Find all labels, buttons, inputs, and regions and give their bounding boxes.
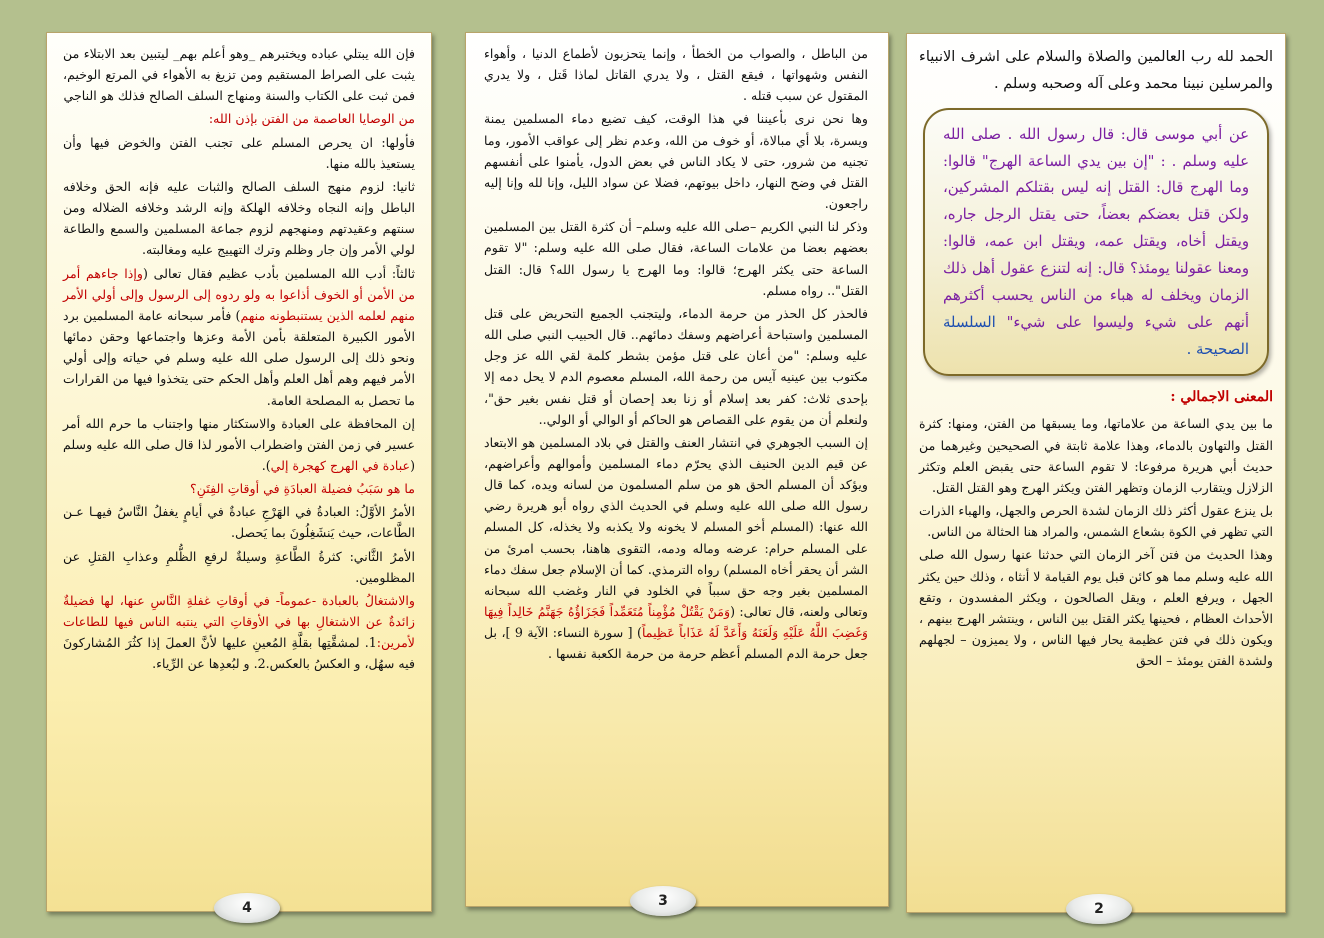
p2-paragraph-1: ما بين يدي الساعة من علاماتها، وما يسبقها من الفتن، ومنها: كثرة القتل والتهاون بالدماء، وهذا علامة ثابتة في الصحيحين وغيرهما من حديث أبي هريرة مرفوعا: لا تقوم الساعة حتى يقبض العلم وتكثر الزلازل ويتقارب الزمان وتظهر الفتن ويكثر الهرج وهو القتل القتل. (919, 416, 1273, 495)
p4-paragraph-second: ثانيا: لزوم منهج السلف الصالح والثبات عليه فإنه الحق وخلافه الباطل وإنه النجاه وخلافه الهلكة وإنه الرشد وخلافه الضلاله ومن سنتهم وعقيدتهم ومنهجهم لزوم جماعة المسلمين والسمع والطاعة لولي الأمر وإن جار وظلم وترك التهييج عليه ومغالبته. (63, 178, 415, 258)
p3-quran-quote: وَمَنْ يَقْتُلْ مُؤْمِناً مُتَعَمِّداً فَجَزَاؤُهُ جَهَنَّمُ خَالِداً فِيهَا وَغَضِبَ اللَّهُ عَلَيْهِ وَلَعَنَهُ وَأَعَدَّ لَهُ عَذَاباً عَظِيماً (484, 604, 868, 641)
p4-paragraph-third (63, 263, 415, 411)
hadith-box (923, 108, 1269, 376)
p4-paragraph-reason-2: الأمرُ الثَّاني: كثرةُ الطَّاعةِ وسيلةٌ لرفعِ الظُّلمِ وعذابِ القتلِ عن المظلومين. (63, 548, 415, 585)
p2-intro: الحمد لله رب العالمين والصلاة والسلام على اشرف الانبياء والمرسلين نبينا محمد وعلى آله وصحبه وسلم . (919, 49, 1273, 92)
p4-paragraph-first: فأولها: ان يحرص المسلم على تجنب الفتن والخوض فيها وأن يستعيذ بالله منها. (63, 134, 415, 171)
p3-paragraph-3: وذكر لنا النبي الكريم –صلى الله عليه وسلم– أن كثرة القتل بين المسلمين بعضهم بعضا من علامات الساعة، فقال صلى الله عليه وسلم: "لا تقوم الساعة حتى يكثر الهرج؛ قالوا: وما الهرج يا رسول الله؟ قال: القتل القتل".. رواه مسلم. (484, 219, 868, 298)
p4-para4-prefix: ثالثاً: أدب الله المسلمين بأدب عظيم فقال تعالى ( (143, 265, 415, 281)
page-3-panel (465, 32, 889, 907)
p4-para5-prefix: إن المحافظة على العبادة والاستكثار منها واجتناب ما حرم الله أمر عسير في زمن الفتن واضطراب الأمور لذا قال صلى الله عليه وسلم ( (63, 415, 415, 473)
p3-paragraph-4: فالحذر كل الحذر من حرمة الدماء، وليتجنب الجميع التحريض على قتل المسلمين واستباحة أعراضهم وسفك دمائهم.. قال الحبيب النبي صلى الله عليه وسلم: "من أعان على قتل مؤمن بشطر كلمة لقي الله عز وجل مكتوب بين عينيه آيس من رحمة الله، المسلم معصوم الدم لا يحل دمه إلا بإحدى ثلاث: كفر بعد إسلام أو زنا بعد إحصان أو قتل نفس بغير حق"، ولنعلم أن من يقوم على القصاص هو الحاكم أو الوالي أو الولي.. (484, 305, 868, 427)
page-2-panel (906, 33, 1286, 913)
p4-paragraph-intro: فإن الله يبتلي عباده ويختبرهم _وهو أعلم بهم_ ليتبين بعد الابتلاء من يثبت على الصراط المستقيم ومن تزيغ به الأهواء في المرتع الوخيم، فمن ثبت على الكتاب والسنة ومنهاج السلف الصالح فذلك هو الناجي (63, 46, 415, 104)
p2-paragraph-2: بل ينزع عقول أكثر ذلك الزمان لشدة الحرص والجهل، والهباء الذرات التي تظهر في الكوة بشعاع الشمس، والمراد هنا الحثالة من الناس. (919, 503, 1273, 540)
page-number-3: 3 (630, 886, 696, 916)
p4-paragraph-worship (63, 413, 415, 476)
page-number-4: 4 (214, 893, 280, 923)
page-4-panel (46, 32, 432, 912)
p4-paragraph-conclusion (63, 590, 415, 675)
p2-paragraph-3: وهذا الحديث من فتن آخر الزمان التي حدثنا عنها رسول الله صلى الله عليه وسلم مما هو كائن قبل يوم القيامة لا أنثاه ، وذلك حين يكثر الجهل ، ويرفع العلم ، ويقل الصالحون ، ويكثر المفسدون ، وتقع الأحداث العظام ، فحينها يكثر القتل بين الناس ، وينتشر الهرج بينهم ، ويكون ذلك في فتن عظيمة يحار فيها الناس ، ولا يميزون – لجهلهم ولشدة الفتن يومئذ – الحق (919, 547, 1273, 669)
page-number-2: 2 (1066, 894, 1132, 924)
p4-quran-quote: وإذا جاءهم أمر من الأمن أو الخوف أذاعوا به ولو ردوه إلى الرسول وإلى أولي الأمر منهم لعلمه الذين يستنبطونه منهم (63, 265, 415, 323)
p3-paragraph-1: من الباطل ، والصواب من الخطأ ، وإنما يتحزبون لأطماع الدنيا ، وأهواء النفس وشهواتها ، فيقع القتل ، ولا يدري القاتل لماذا قَتل ، ولا يدري المقتول عن سبب قتله . (484, 46, 868, 104)
p4-conclusion-tail: 1. لمشقَّتِها بقلَّةِ المُعينِ عليها لأنَّ العملَ إذا كثُرَ المُشاركونَ فيه سهُل، و العكسُ بالعكس.2. و لبُعدِها عن الرِّياء. (63, 635, 415, 672)
p4-hadith-quote: عبادة في الهرج كهجرة إلي (270, 457, 411, 473)
p3-paragraph-2: وها نحن نرى بأعيننا في هذا الوقت، كيف تضيع دماء المسلمين يمنة ويسرة، بلا أي مبالاة، أو خوف من الله، وعدم نظر إلى عواقب الأمور، وما تجنيه من شرور، حتى لا يكاد الناس في بعض الدول، يأمنوا على أنفسهم القتل في وضح النهار، داخل بيوتهم، فضلا عن سواد الليل، وإنا لله وإنا إليه راجعون. (484, 111, 868, 212)
p4-conclusion-red: والاشتغالُ بالعبادة -عموماً- في أوقاتِ غفلةِ النَّاسِ عنها، لها فضيلةٌ زائدةٌ عن الاشتغالِ بها في الأوقاتِ التي ينتبه الناس فيها للطاعات لأمرين: (63, 592, 415, 651)
p3-para5-suffix: ) [ سورة النساء: الآية 9 ]، بل جعل حرمة الدم المسلم أعظم حرمة من حرمة الكعبة نفسها . (484, 625, 868, 662)
p4-para4-suffix: ) فأمر سبحانه عامة المسلمين برد الأمور الكبيرة المتعلقة بأمن الأمة وعزها واجتماعها وحقن دمائها ونحو ذلك إلى الرسول صلى الله عليه وسلم في حياته وإلى أولي الأمر فيهم وهم أهل العلم وأهل الحكم حتى يتخذوا فيها من القرارات ما تحصل به المصلحة العامة. (63, 307, 415, 408)
p3-para5-prefix: إن السبب الجوهري في انتشار العنف والقتل في بلاد المسلمين هو الابتعاد عن قيم الدين الحنيف الذي يحرّم دماء المسلمين وأموالهم وأعراضهم، ويؤكد أن المسلم الحق هو من سلم المسلمون من لسانه ويده، كما قال رسول الله صلى الله عليه وسلم في الحديث الذي رواه أبو هريرة رضي الله عنها: (المسلم أخو المسلم لا يخونه ولا يكذبه ولا يخذله، كل المسلم على المسلم حرام: عرضه وماله ودمه، التقوى هاهنا، بحسب امرئ من الشر أن يحقر أخاه المسلم) رواه الترمذي. كما أن الإسلام جعل سفك دماء المسلمين بغير وجه حق سبباً في الخلود في النار وغضب الله سبحانه وتعالى ولعنه، قال تعالى: ( (484, 434, 868, 620)
p4-paragraph-reason-1: الأمرُ الأوَّلُ: العبادةُ في الهَرْجِ عبادةٌ في أيامٍ يغفلُ النَّاسُ فيهـا عـن الطَّاعات، حيث يَنشَغِلُونَ بما يَحصل. (63, 504, 415, 541)
hadith-text: عن أبي موسى قال: قال رسول الله . صلى الله عليه وسلم . : "إن بين يدي الساعة الهرج" قالوا: وما الهرج قال: القتل إنه ليس بقتلكم المشركين، ولكن قتل بعضكم بعضاً، حتى يقتل الرجل جاره، ويقتل أخاه، ويقتل عمه، ويقتل ابن عمه، قالوا: ومعنا عقولنا يومئذ؟ قال: إنه لتنزع عقول أهل ذلك الزمان ويخلف له هباء من الناس يحسب أكثرهم أنهم على شيء وليسوا على شيء" (943, 125, 1249, 332)
p4-heading-reason: ما هو سَبَبُ فضيلة العبادَةِ في أوقاتِ الفِتَنِ؟ (190, 481, 415, 497)
hadith-source: السلسلة الصحيحة . (943, 314, 1249, 358)
p3-paragraph-5 (484, 432, 868, 665)
p4-heading-advice: من الوصايا العاصمة من الفتن بإذن الله: (208, 111, 415, 127)
p4-para5-suffix: ). (261, 457, 271, 473)
p2-section-title: المعنى الاجمالي : (1170, 388, 1273, 405)
